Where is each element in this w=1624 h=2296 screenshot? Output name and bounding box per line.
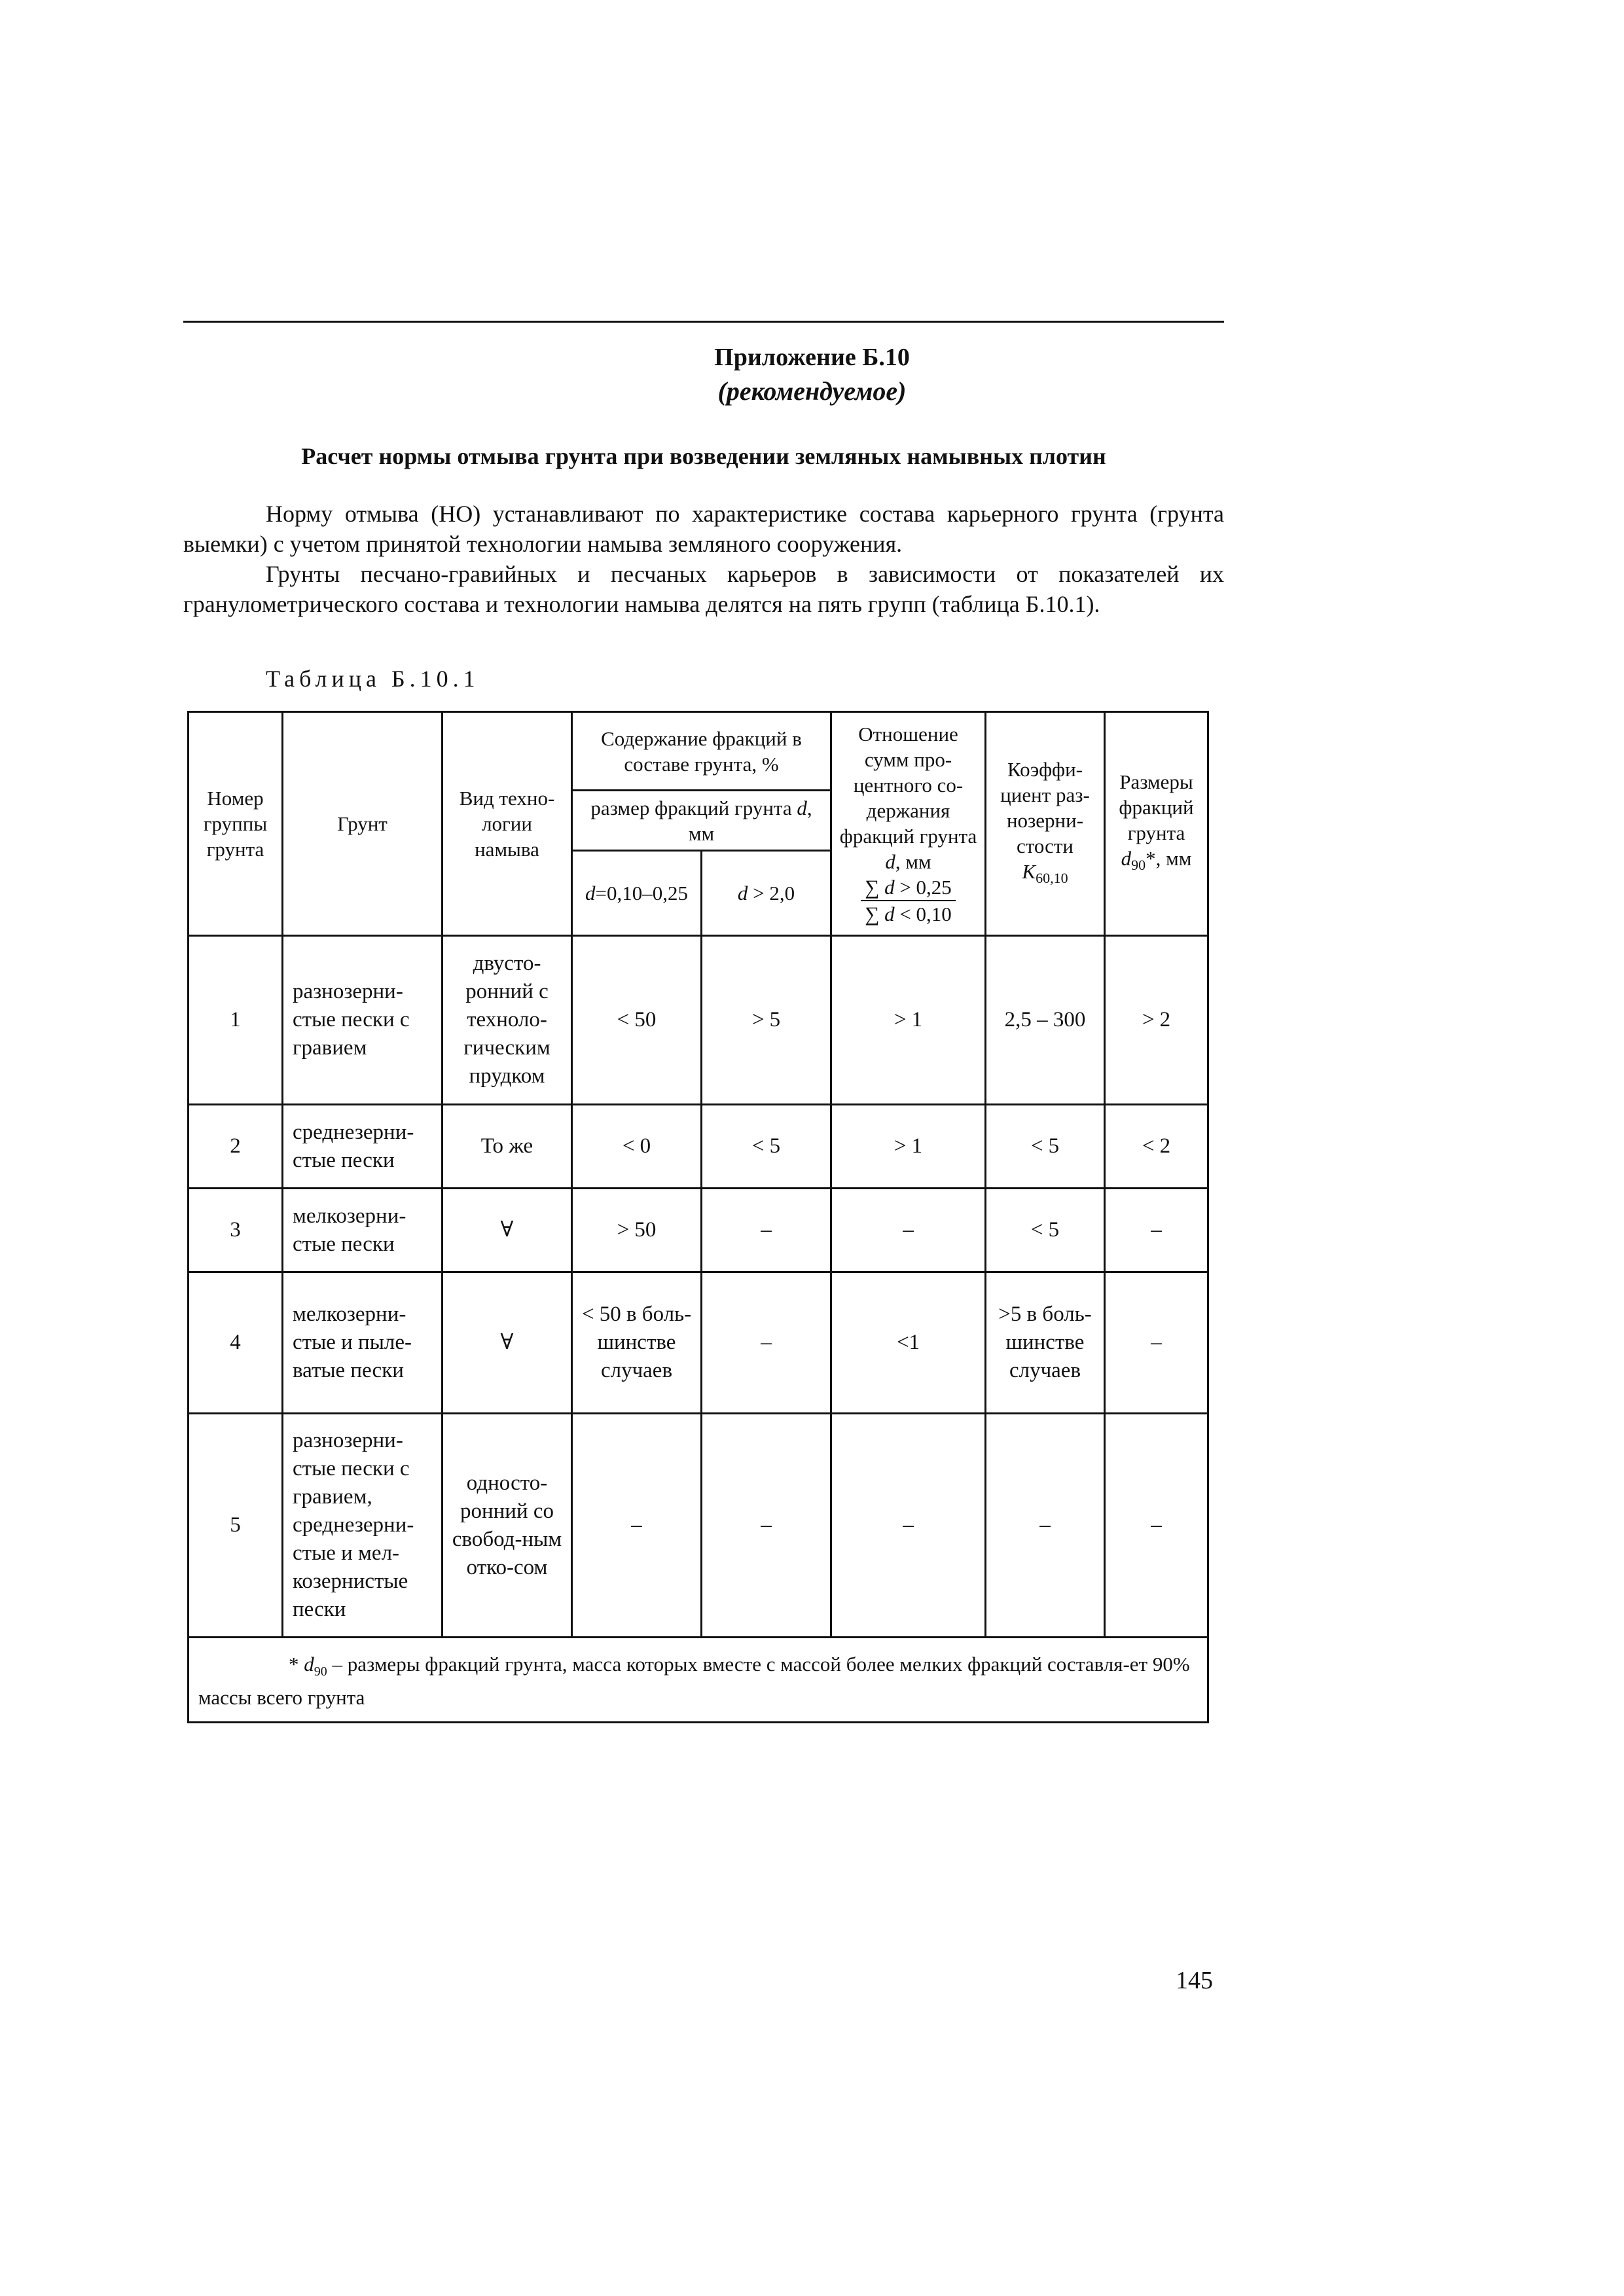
body-text — [183, 499, 1224, 619]
table-caption: Таблица Б.10.1 — [266, 666, 480, 692]
header-ratio — [831, 712, 986, 936]
cell-coarse: – — [702, 1414, 831, 1638]
fine-var: d — [585, 882, 596, 905]
header-soil: Грунт — [283, 712, 442, 936]
appendix-title: Приложение Б.10 — [714, 344, 910, 371]
ratio-num-cond: > 0,25 — [894, 875, 952, 899]
cell-group: 2 — [189, 1105, 283, 1189]
coarse-var: d — [737, 882, 748, 905]
header-coef-sub: 60,10 — [1036, 870, 1068, 887]
appendix-note: (рекомендуемое) — [717, 376, 907, 406]
cell-technology: двусто-ронний с техноло-гическим прудком — [442, 936, 572, 1105]
table-row — [189, 1414, 1208, 1638]
cell-technology: ∀ — [442, 1272, 572, 1414]
footnote-sub: 90 — [314, 1664, 327, 1679]
table-row — [189, 1189, 1208, 1272]
cell-soil: среднезерни-стые пески — [283, 1105, 442, 1189]
cell-soil: мелкозерни-стые пески — [283, 1189, 442, 1272]
cell-size: – — [1105, 1272, 1208, 1414]
ratio-denominator — [861, 901, 956, 927]
cell-ratio: – — [831, 1414, 986, 1638]
coarse-range: > 2,0 — [748, 882, 795, 905]
cell-coarse: – — [702, 1189, 831, 1272]
cell-technology: односто-ронний со свобод-ным отко-сом — [442, 1414, 572, 1638]
cell-coarse: – — [702, 1272, 831, 1414]
cell-size: – — [1105, 1189, 1208, 1272]
cell-coef: 2,5 – 300 — [986, 936, 1105, 1105]
cell-coarse: > 5 — [702, 936, 831, 1105]
cell-group: 4 — [189, 1272, 283, 1414]
table-footnote — [189, 1638, 1208, 1723]
cell-soil: разнозерни-стые пески с гравием — [283, 936, 442, 1105]
cell-soil: разнозерни-стые пески с гравием, среднезерни-стые и мел-козернистые пески — [283, 1414, 442, 1638]
cell-group: 3 — [189, 1189, 283, 1272]
table-row — [189, 936, 1208, 1105]
cell-fine: < 50 — [572, 936, 702, 1105]
fraction-size-var: d — [797, 796, 807, 819]
header-ratio-prefix: Отношение сумм про-центного со-держания фракций грунта — [839, 722, 977, 848]
header-ratio-var: d — [885, 850, 895, 873]
section-heading: Расчет нормы отмыва грунта при возведении земляных намывных плотин — [301, 443, 1106, 469]
cell-size: > 2 — [1105, 936, 1208, 1105]
cell-ratio: > 1 — [831, 1105, 986, 1189]
header-row-1 — [189, 712, 1208, 791]
cell-coef: < 5 — [986, 1105, 1105, 1189]
footnote-star: * — [289, 1653, 304, 1676]
fine-range: =0,10–0,25 — [595, 882, 688, 905]
cell-size: < 2 — [1105, 1105, 1208, 1189]
cell-ratio: <1 — [831, 1272, 986, 1414]
cell-coef: >5 в боль-шинстве случаев — [986, 1272, 1105, 1414]
cell-technology: ∀ — [442, 1189, 572, 1272]
header-coef-symbol: K — [1022, 859, 1036, 883]
header-coefficient — [986, 712, 1105, 936]
page-number: 145 — [1176, 1967, 1213, 1994]
header-fine-fraction — [572, 851, 702, 936]
fraction-size-suffix: , мм — [688, 796, 812, 845]
cell-coef: < 5 — [986, 1189, 1105, 1272]
table-row — [189, 1105, 1208, 1189]
paragraph-2: Грунты песчано-гравийных и песчаных карьеров в зависимости от показателей их гранулометрического состава и технологии намыва делятся на пять групп (таблица Б.10.1). — [183, 561, 1224, 617]
cell-group: 1 — [189, 936, 283, 1105]
cell-ratio: – — [831, 1189, 986, 1272]
cell-fine: < 50 в боль-шинстве случаев — [572, 1272, 702, 1414]
cell-soil: мелкозерни-стые и пыле-ватые пески — [283, 1272, 442, 1414]
footnote-text: – размеры фракций грунта, масса которых вместе с массой более мелких фракций составля-ет 90% массы всего грунта — [198, 1653, 1190, 1710]
header-size-sub: 90 — [1131, 857, 1146, 874]
header-coarse-fraction — [702, 851, 831, 936]
ratio-num-sum: ∑ — [865, 875, 885, 899]
header-group: Номер группы грунта — [189, 712, 283, 936]
cell-fine: > 50 — [572, 1189, 702, 1272]
header-fraction-content: Содержание фракций в составе грунта, % — [572, 712, 831, 791]
fraction-size-prefix: размер фракций грунта — [590, 796, 797, 819]
table-row — [189, 1272, 1208, 1414]
header-coef-text: Коэффи-циент раз-нозерни-стости — [1000, 757, 1090, 857]
soil-groups-table — [187, 711, 1209, 1723]
cell-ratio: > 1 — [831, 936, 986, 1105]
cell-size: – — [1105, 1414, 1208, 1638]
ratio-den-sum: ∑ — [865, 902, 885, 925]
header-size-suffix: *, мм — [1146, 847, 1192, 870]
ratio-den-cond: < 0,10 — [894, 902, 952, 925]
cell-fine: – — [572, 1414, 702, 1638]
top-rule — [183, 321, 1224, 323]
ratio-den-var: d — [884, 902, 895, 925]
header-fraction-size — [1105, 712, 1208, 936]
header-ratio-suffix: , мм — [895, 850, 931, 873]
cell-fine: < 0 — [572, 1105, 702, 1189]
ratio-fraction — [861, 874, 956, 927]
cell-coarse: < 5 — [702, 1105, 831, 1189]
cell-group: 5 — [189, 1414, 283, 1638]
header-fraction-size-range — [572, 791, 831, 851]
header-size-text: Размеры фракций грунта — [1119, 770, 1194, 845]
cell-technology: То же — [442, 1105, 572, 1189]
header-technology: Вид техно-логии намыва — [442, 712, 572, 936]
ratio-numerator — [861, 874, 956, 901]
paragraph-1: Норму отмыва (НО) устанавливают по характеристике состава карьерного грунта (грунта выемки) с учетом принятой технологии намыва земляного сооружения. — [183, 501, 1224, 557]
ratio-num-var: d — [884, 875, 895, 899]
header-size-var: d — [1121, 847, 1132, 870]
cell-coef: – — [986, 1414, 1105, 1638]
footnote-var: d — [304, 1653, 314, 1676]
footnote-row — [189, 1638, 1208, 1723]
